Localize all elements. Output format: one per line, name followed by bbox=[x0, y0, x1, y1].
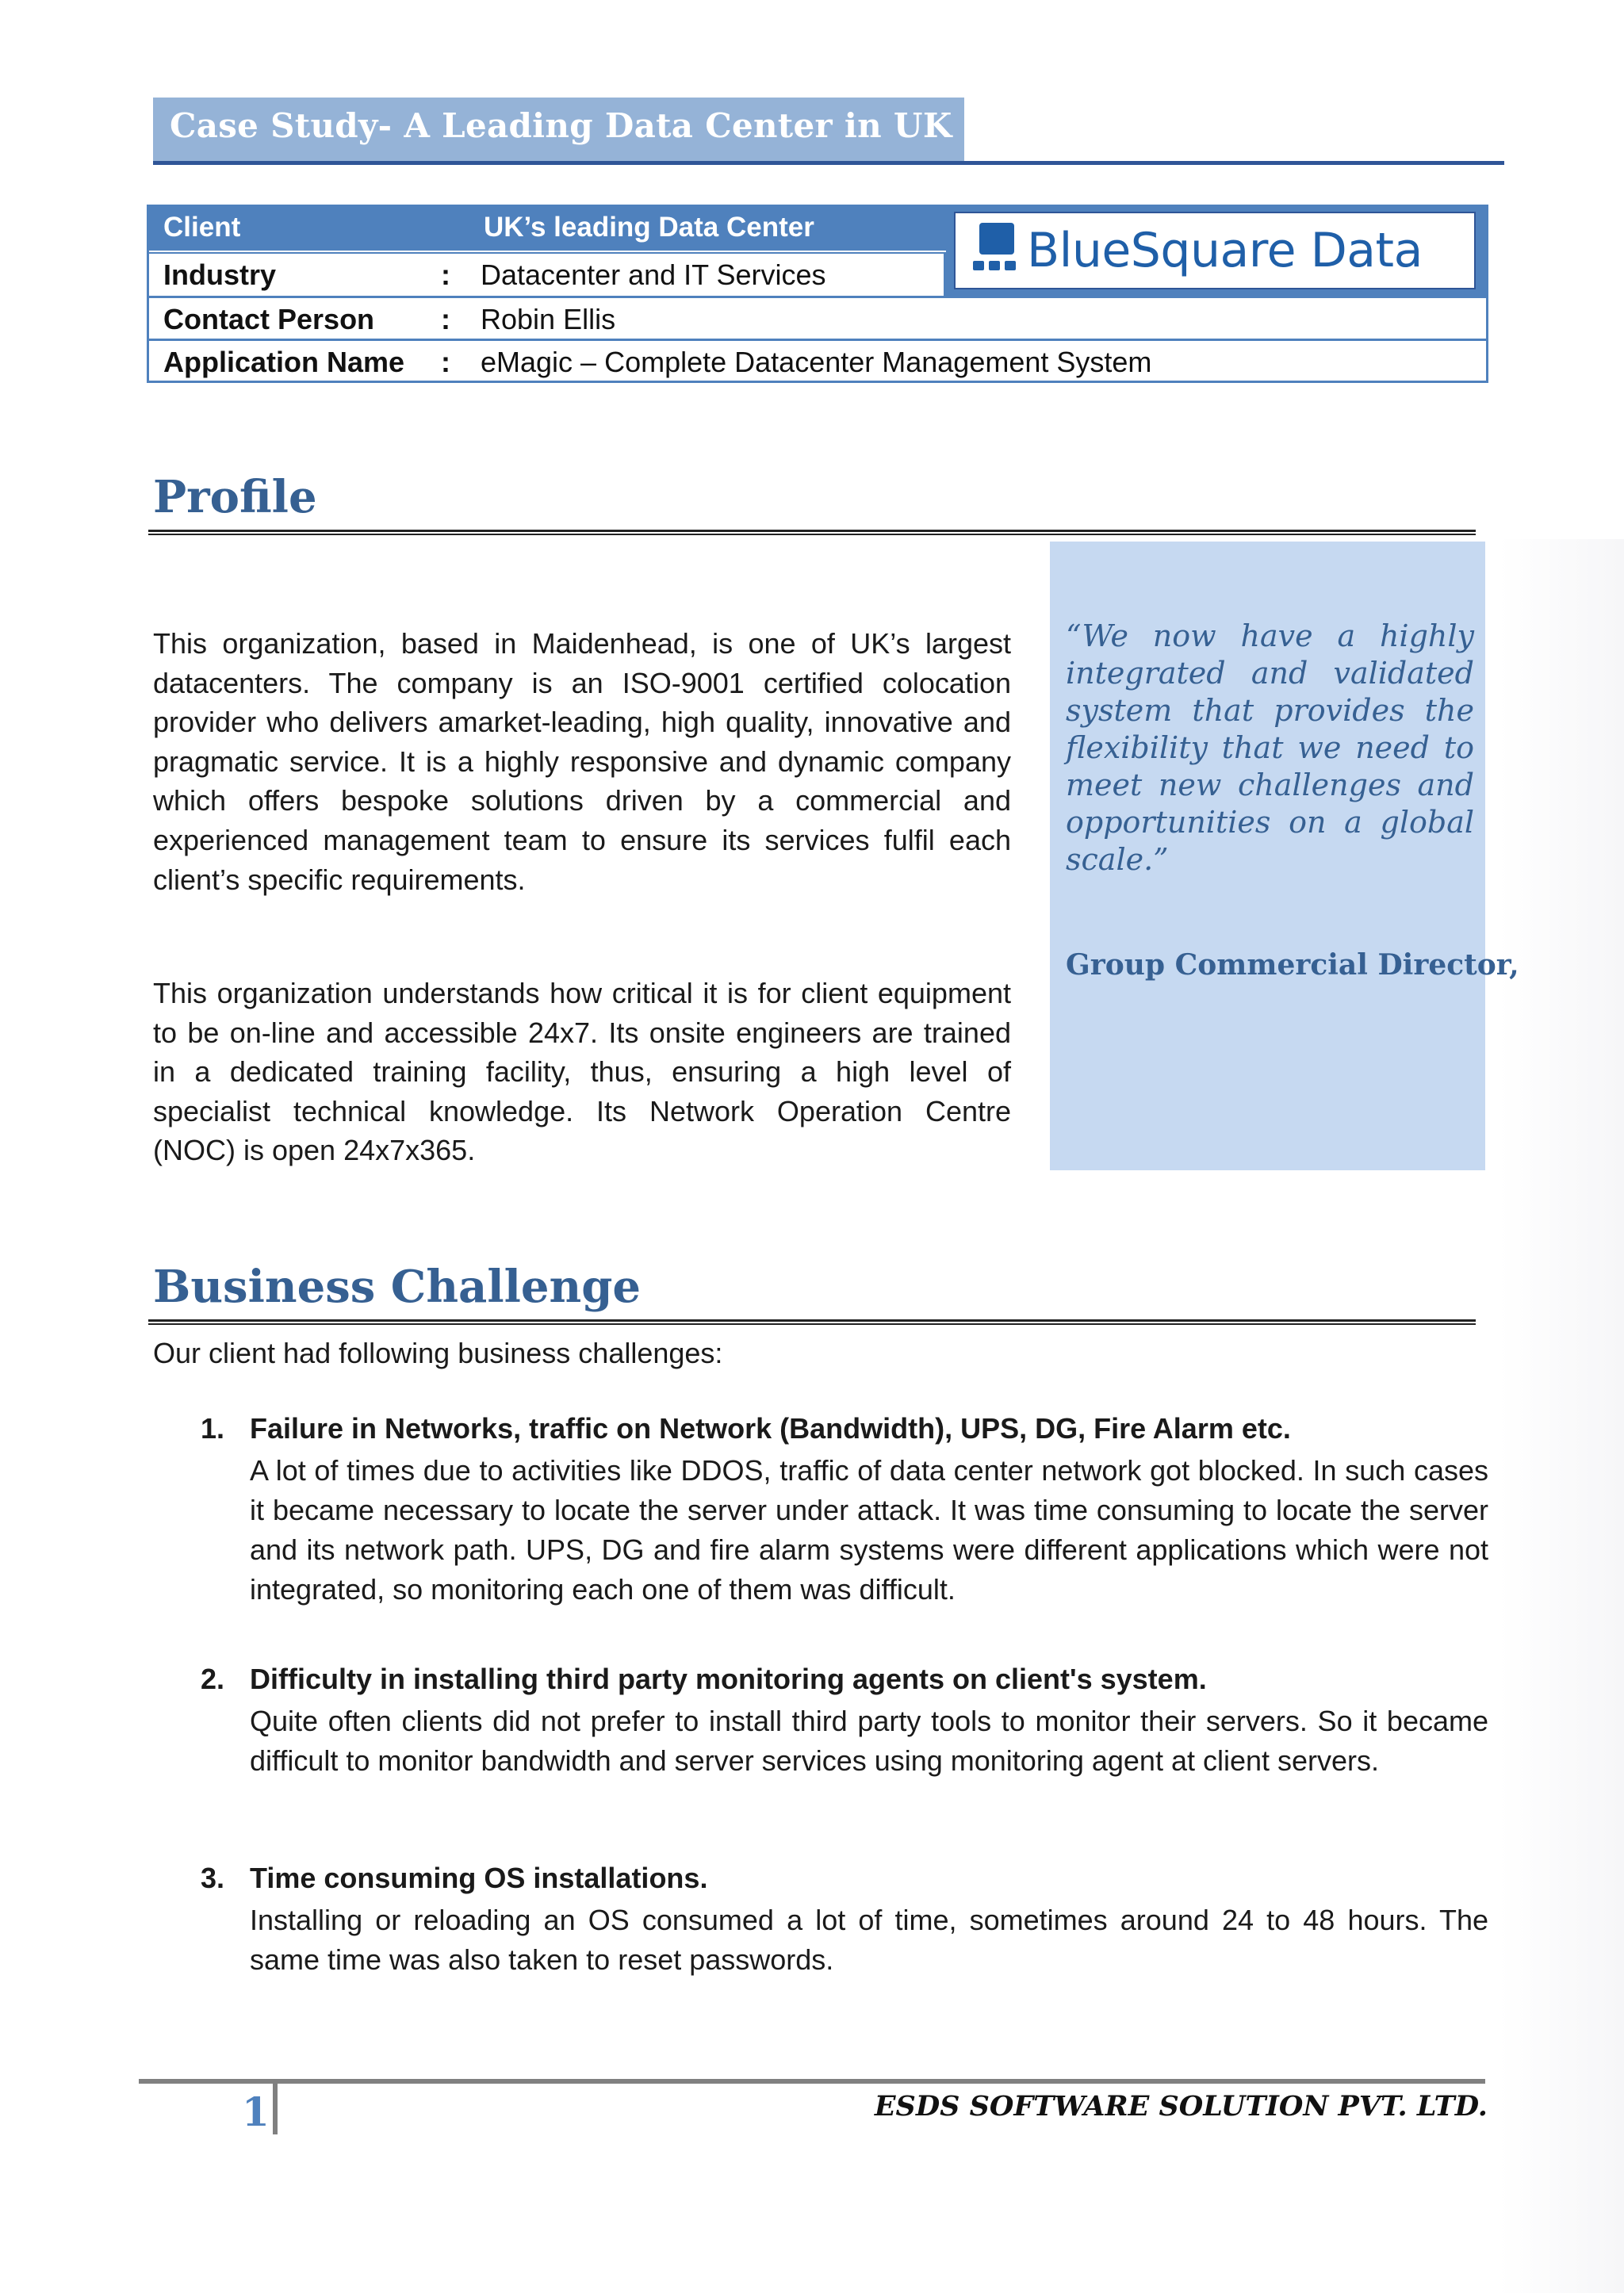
contact-person-label: Contact Person bbox=[163, 303, 375, 335]
profile-paragraph-1: This organization, based in Maidenhead, is one of UK’s largest datacenters. The company is an ISO-9001 certified colocation provider who delivers amarket-leading, high quality, innovative and pragmatic service. It is a highly responsive and dynamic company which offers bespoke solutions driven by a commercial and experienced management team to ensure its services fulfil each client’s specific requirements. bbox=[153, 627, 1011, 896]
challenge-1-body: A lot of times due to activities like DDOS, traffic of data center network got blocked. In such cases it became necessary to locate the server under attack. It was time consuming to locate the server and its network path. UPS, DG and fire alarm systems were different applications which were not integrated, so monitoring each one of them was difficult. bbox=[250, 1454, 1488, 1606]
client-label: Client bbox=[163, 212, 241, 243]
industry-label: Industry bbox=[163, 258, 277, 291]
industry-value: Datacenter and IT Services bbox=[481, 258, 826, 291]
testimonial-attribution: Group Commercial Director, bbox=[1066, 948, 1519, 982]
profile-paragraph-2: This organization understands how critical it is for client equipment to be on-line and accessible 24x7. Its onsite engineers are trained in a dedicated training facility, thus, ensuring a high level of specialist technical knowledge. Its Network Operation Centre (NOC) is open 24x7x365. bbox=[153, 977, 1011, 1167]
footer-divider bbox=[273, 2084, 278, 2134]
profile-heading: Profile bbox=[153, 471, 317, 523]
challenge-1-title: Failure in Networks, traffic on Network (Bandwidth), UPS, DG, Fire Alarm etc. bbox=[250, 1412, 1291, 1445]
challenge-1-number: 1. bbox=[201, 1412, 225, 1445]
bluesquare-logo bbox=[946, 207, 1488, 296]
challenge-2-body: Quite often clients did not prefer to install third party tools to monitor their servers. So it became difficult to monitor bandwidth and server services using monitoring agent at client servers. bbox=[250, 1705, 1488, 1777]
profile-heading-rule bbox=[148, 530, 1476, 535]
document-title: Case Study- A Leading Data Center in UK bbox=[170, 106, 952, 145]
page-edge-shading bbox=[1499, 539, 1624, 2293]
industry-row bbox=[149, 252, 946, 296]
testimonial-quote: “We now have a highly integrated and validated system that provides the flexibility that we need to meet new challenges and opportunities on a global scale.” bbox=[1066, 618, 1474, 877]
application-name-colon: : bbox=[441, 346, 450, 378]
application-name-row bbox=[149, 339, 1486, 382]
logo-wordmark: BlueSquare Data bbox=[1027, 223, 1423, 278]
contact-person-colon: : bbox=[441, 303, 450, 335]
challenge-2-title: Difficulty in installing third party monitoring agents on client's system. bbox=[250, 1663, 1207, 1695]
page-number: 1 bbox=[242, 2088, 270, 2135]
header-rule bbox=[153, 161, 1504, 165]
application-name-value: eMagic – Complete Datacenter Management System bbox=[481, 346, 1152, 378]
client-row bbox=[149, 207, 946, 251]
business-challenge-heading-rule bbox=[148, 1319, 1476, 1325]
challenge-3-number: 3. bbox=[201, 1862, 225, 1894]
challenge-3-title: Time consuming OS installations. bbox=[250, 1862, 708, 1894]
challenge-3-body: Installing or reloading an OS consumed a lot of time, sometimes around 24 to 48 hours. The same time was also taken to reset passwords. bbox=[250, 1904, 1488, 1976]
client-info-table bbox=[147, 205, 1488, 383]
business-challenge-heading: Business Challenge bbox=[153, 1261, 641, 1313]
contact-person-row bbox=[149, 296, 1486, 339]
application-name-label: Application Name bbox=[163, 346, 405, 378]
challenge-intro: Our client had following business challenges: bbox=[153, 1337, 723, 1369]
testimonial-box bbox=[1050, 542, 1519, 1170]
contact-person-value: Robin Ellis bbox=[481, 303, 616, 335]
industry-colon: : bbox=[441, 258, 450, 291]
footer-company-name: ESDS SOFTWARE SOLUTION PVT. LTD. bbox=[874, 2090, 1488, 2123]
challenge-2-number: 2. bbox=[201, 1663, 225, 1695]
bluesquare-logo-icon bbox=[973, 221, 1021, 281]
client-value: UK’s leading Data Center bbox=[484, 212, 814, 243]
footer-rule bbox=[139, 2079, 1485, 2084]
logo-panel bbox=[954, 212, 1476, 289]
